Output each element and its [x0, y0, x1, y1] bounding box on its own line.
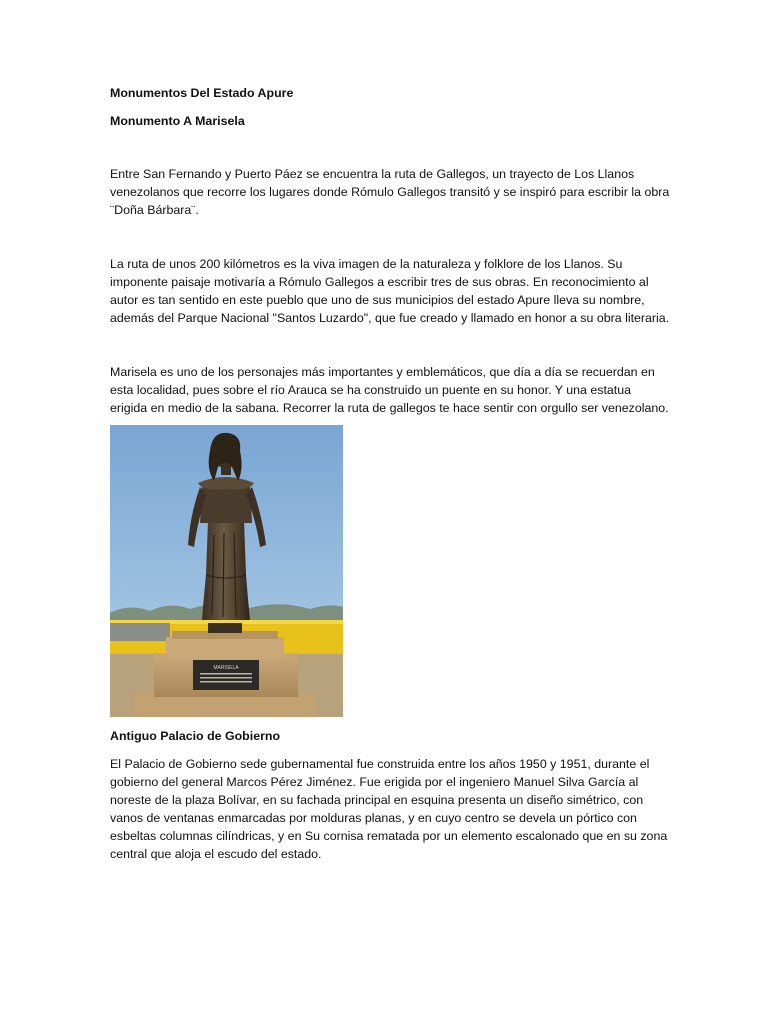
- document-title: Monumentos Del Estado Apure: [110, 86, 294, 100]
- section-heading-palacio: Antiguo Palacio de Gobierno: [110, 729, 281, 743]
- section-heading-marisela: Monumento A Marisela: [110, 114, 245, 128]
- paragraph-marisela: Marisela es uno de los personajes más importantes y emblemáticos, que día a día se recuerdan en esta localidad, pues sobre el río Arauca se ha construido un puente en su honor. Y una estatua erigida en medio de la sabana. Recorrer la ruta de gallegos te hace sentir con orgullo ser venezolano.: [110, 365, 669, 415]
- paragraph-palacio: El Palacio de Gobierno sede gubernamental fue construida entre los años 1950 y 1951, durante el gobierno del general Marcos Pérez Jiménez. Fue erigida por el ingeniero Manuel Silva García al noreste de la plaza Bolívar, en su fachada principal en esquina presenta un diseño simétrico, con vanos de ventanas enmarcadas por molduras planas, y en cuyo centro se devela un pórtico con esbeltas columnas cilíndricas, y en Su cornisa rematada por un elemento escalonado que en su zona central que aloja el escudo del estado.: [110, 757, 668, 861]
- paragraph-ruta-gallegos: Entre San Fernando y Puerto Páez se encuentra la ruta de Gallegos, un trayecto de Los Llanos venezolanos que recorre los lugares donde Rómulo Gallegos transitó y se inspiró para escribir la obra ¨Doña Bárbara¨.: [110, 167, 670, 217]
- document-content: [110, 84, 670, 863]
- plaque-text: MARISELA: [213, 665, 239, 671]
- marisela-statue-photo: [110, 425, 343, 717]
- paragraph-ruta-200km: La ruta de unos 200 kilómetros es la viva imagen de la naturaleza y folklore de los Llanos. Su imponente paisaje motivaría a Rómulo Gallegos a escribir tres de sus obras. En reconocimiento al autor es tan sentido en este pueblo que uno de sus municipios del estado Apure lleva su nombre, además del Parque Nacional "Santos Luzardo", que fue creado y llamado en honor a su obra literaria.: [110, 257, 670, 325]
